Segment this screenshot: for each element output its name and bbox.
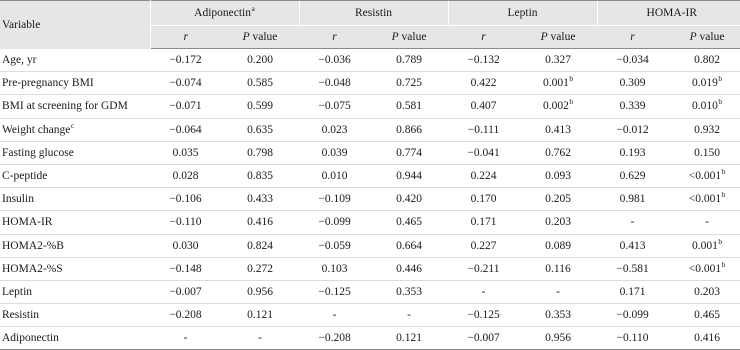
cell-value: 0.824: [247, 239, 273, 252]
cell-value: −0.041: [467, 146, 500, 159]
r-value-cell: [150, 49, 221, 72]
table-body: [0, 49, 740, 350]
cell-value: 0.581: [396, 100, 422, 113]
cell-value: 0.413: [619, 239, 646, 252]
value-word: value: [696, 31, 725, 43]
cell-value: 0.629: [619, 170, 646, 183]
r-value-cell: [299, 72, 370, 95]
group-header-resistin: [299, 1, 448, 26]
cell-value: −0.208: [169, 309, 202, 322]
r-value-cell: [150, 164, 221, 187]
sub-header-r: r: [597, 26, 668, 49]
cell-value: 0.001: [542, 77, 569, 90]
cell-value: −0.106: [169, 193, 202, 206]
cell-value: 0.272: [247, 262, 273, 275]
cell-value: 0.023: [321, 123, 348, 136]
cell-value: 0.170: [470, 193, 497, 206]
cell-value: 0.193: [619, 146, 646, 159]
p-value-cell: [370, 188, 448, 211]
table-row: [0, 188, 740, 211]
r-value-cell: [597, 72, 668, 95]
cell-value: −0.034: [616, 54, 649, 67]
cell-value: 0.635: [247, 123, 273, 136]
cell-value: 0.420: [396, 193, 422, 206]
variable-label: HOMA2-%S: [2, 262, 63, 275]
cell-value: 0.774: [396, 146, 422, 159]
variable-label: Fasting glucose: [2, 146, 74, 159]
r-value-cell: [448, 304, 519, 327]
cell-value: −0.208: [318, 332, 351, 345]
value-word: value: [547, 31, 576, 43]
r-value-cell: [299, 327, 370, 350]
sub-header-p-value: [519, 26, 597, 49]
p-value-cell: [370, 49, 448, 72]
cell-value: 0.353: [545, 309, 571, 322]
variable-label: Resistin: [2, 309, 40, 322]
variable-label: HOMA2-%B: [2, 239, 64, 252]
cell-value: 0.465: [694, 309, 720, 322]
table-row: [0, 72, 740, 95]
p-value-cell: [668, 257, 740, 280]
p-value-cell: [519, 164, 597, 187]
cell-value: -: [407, 309, 411, 322]
variable-cell: [0, 95, 150, 118]
r-value-cell: [597, 95, 668, 118]
r-value-cell: [597, 164, 668, 187]
footnote-marker: b: [718, 97, 723, 107]
p-value-cell: [370, 95, 448, 118]
cell-value: 0.171: [470, 216, 497, 229]
cell-value: 0.422: [470, 77, 497, 90]
variable-label: Age, yr: [2, 53, 37, 66]
r-value-cell: [448, 118, 519, 141]
r-value-cell: [150, 327, 221, 350]
group-header-homa-ir: [597, 1, 740, 26]
r-value-cell: [299, 95, 370, 118]
sub-header-p-value: [668, 26, 740, 49]
r-value-cell: [150, 257, 221, 280]
value-word: value: [249, 31, 278, 43]
footnote-marker: c: [70, 120, 75, 130]
cell-value: 0.413: [545, 123, 571, 136]
cell-value: 0.798: [247, 146, 273, 159]
cell-value: -: [705, 216, 709, 229]
p-value-cell: [668, 188, 740, 211]
footnote-marker: b: [721, 167, 726, 177]
p-value-cell: [221, 304, 299, 327]
sub-header-p-value: [370, 26, 448, 49]
cell-value: <0.001: [688, 170, 722, 183]
cell-value: −0.099: [616, 309, 649, 322]
cell-value: −0.007: [467, 332, 500, 345]
table-row: [0, 280, 740, 303]
p-value-cell: [221, 327, 299, 350]
r-value-cell: [299, 280, 370, 303]
cell-value: 0.465: [396, 216, 422, 229]
cell-value: 0.835: [247, 170, 273, 183]
table-row: [0, 118, 740, 141]
p-value-cell: [221, 164, 299, 187]
cell-value: −0.048: [318, 77, 351, 90]
variable-label: HOMA-IR: [2, 216, 53, 229]
r-value-cell: [299, 211, 370, 234]
r-value-cell: [150, 188, 221, 211]
cell-value: 0.956: [247, 285, 273, 298]
cell-value: −0.075: [318, 100, 351, 113]
cell-value: −0.581: [616, 262, 649, 275]
p-value-cell: [221, 234, 299, 257]
r-value-cell: [150, 280, 221, 303]
table-row: [0, 257, 740, 280]
variable-label: Adiponectin: [2, 332, 59, 345]
p-value-cell: [221, 72, 299, 95]
cell-value: 0.224: [470, 170, 497, 183]
p-value-cell: [668, 164, 740, 187]
cell-value: −0.111: [467, 123, 500, 136]
r-value-cell: [597, 118, 668, 141]
variable-label: Leptin: [2, 285, 33, 298]
group-header-leptin: [448, 1, 597, 26]
r-value-cell: [150, 304, 221, 327]
r-value-cell: [448, 72, 519, 95]
p-value-cell: [221, 280, 299, 303]
p-value-cell: [370, 234, 448, 257]
cell-value: 0.932: [694, 123, 720, 136]
cell-value: 0.039: [321, 146, 348, 159]
p-value-cell: [370, 257, 448, 280]
group-header-label: Adiponectin: [194, 7, 252, 19]
p-value-cell: [370, 141, 448, 164]
cell-value: 0.103: [321, 262, 348, 275]
footnote-marker: b: [718, 236, 723, 246]
cell-value: −0.172: [169, 54, 202, 67]
variable-label: C-peptide: [2, 170, 48, 183]
cell-value: 0.121: [396, 332, 422, 345]
cell-value: 0.309: [619, 77, 646, 90]
cell-value: −0.110: [616, 332, 649, 345]
p-value-cell: [519, 280, 597, 303]
r-value-cell: [448, 327, 519, 350]
p-value-cell: [370, 327, 448, 350]
cell-value: −0.099: [318, 216, 351, 229]
cell-value: 0.725: [396, 77, 422, 90]
p-value-cell: [221, 211, 299, 234]
footnote-marker: b: [569, 97, 574, 107]
p-value-cell: [519, 304, 597, 327]
p-value-cell: [221, 188, 299, 211]
cell-value: 0.339: [619, 100, 646, 113]
p-value-cell: [370, 72, 448, 95]
cell-value: -: [481, 285, 486, 298]
variable-cell: [0, 49, 150, 72]
r-value-cell: [150, 95, 221, 118]
table-row: [0, 49, 740, 72]
variable-label: Weight change: [2, 123, 71, 136]
p-value-cell: [668, 141, 740, 164]
p-value-cell: [668, 304, 740, 327]
r-value-cell: [448, 234, 519, 257]
r-value-cell: [597, 141, 668, 164]
p-value-cell: [668, 95, 740, 118]
sub-header-r: r: [299, 26, 370, 49]
sub-header-p-value: [221, 26, 299, 49]
variable-cell: [0, 280, 150, 303]
p-value-cell: [668, 234, 740, 257]
p-value-cell: [221, 118, 299, 141]
r-value-cell: [597, 304, 668, 327]
cell-value: 0.205: [545, 193, 571, 206]
cell-value: -: [630, 216, 635, 229]
cell-value: -: [332, 309, 337, 322]
cell-value: -: [556, 285, 560, 298]
cell-value: 0.001: [691, 239, 718, 252]
cell-value: 0.030: [172, 239, 199, 252]
cell-value: 0.093: [545, 170, 571, 183]
p-value-cell: [519, 211, 597, 234]
footnote-marker: a: [251, 4, 255, 13]
cell-value: -: [183, 332, 188, 345]
cell-value: 0.446: [396, 262, 422, 275]
p-value-cell: [519, 118, 597, 141]
variable-label: Insulin: [2, 193, 34, 206]
p-value-cell: [370, 164, 448, 187]
p-value-cell: [370, 304, 448, 327]
cell-value: 0.762: [545, 146, 571, 159]
cell-value: <0.001: [688, 193, 722, 206]
variable-cell: [0, 72, 150, 95]
cell-value: 0.089: [545, 239, 571, 252]
cell-value: −0.132: [467, 54, 500, 67]
r-value-cell: [150, 141, 221, 164]
cell-value: 0.416: [247, 216, 273, 229]
p-value-cell: [370, 211, 448, 234]
cell-value: 0.019: [691, 77, 718, 90]
cell-value: −0.012: [616, 123, 649, 136]
p-letter: P: [540, 31, 548, 43]
variable-cell: [0, 327, 150, 350]
p-value-cell: [668, 118, 740, 141]
r-value-cell: [597, 257, 668, 280]
cell-value: −0.211: [467, 262, 500, 275]
variable-cell: [0, 188, 150, 211]
r-value-cell: [597, 211, 668, 234]
cell-value: 0.664: [396, 239, 422, 252]
r-value-cell: [448, 49, 519, 72]
table-header: [0, 1, 740, 49]
variable-cell: [0, 304, 150, 327]
cell-value: −0.125: [318, 285, 351, 298]
r-value-cell: [448, 257, 519, 280]
table-row: [0, 141, 740, 164]
cell-value: −0.109: [318, 193, 351, 206]
table-row: [0, 327, 740, 350]
r-value-cell: [299, 234, 370, 257]
table-row: [0, 304, 740, 327]
r-value-cell: [150, 234, 221, 257]
r-value-cell: [150, 72, 221, 95]
value-word: value: [398, 31, 427, 43]
cell-value: 0.121: [247, 309, 273, 322]
p-value-cell: [519, 188, 597, 211]
r-value-cell: [448, 95, 519, 118]
r-value-cell: [597, 280, 668, 303]
cell-value: 0.203: [545, 216, 571, 229]
cell-value: 0.433: [247, 193, 273, 206]
sub-header-r: r: [448, 26, 519, 49]
cell-value: −0.007: [169, 285, 202, 298]
r-value-cell: [299, 188, 370, 211]
p-value-cell: [221, 257, 299, 280]
cell-value: <0.001: [688, 262, 722, 275]
variable-column-header: Variable: [0, 1, 150, 49]
p-value-cell: [221, 141, 299, 164]
cell-value: −0.148: [169, 262, 202, 275]
table-row: [0, 164, 740, 187]
group-header-adiponectin: [150, 1, 299, 26]
r-value-cell: [448, 211, 519, 234]
r-value-cell: [299, 118, 370, 141]
variable-cell: [0, 211, 150, 234]
footnote-marker: b: [721, 190, 726, 200]
cell-value: −0.059: [318, 239, 351, 252]
cell-value: 0.035: [172, 146, 199, 159]
p-value-cell: [519, 72, 597, 95]
p-letter: P: [242, 31, 250, 43]
cell-value: 0.599: [247, 100, 273, 113]
p-value-cell: [668, 211, 740, 234]
cell-value: 0.585: [247, 77, 273, 90]
p-value-cell: [519, 49, 597, 72]
cell-value: 0.353: [396, 285, 422, 298]
p-value-cell: [221, 95, 299, 118]
cell-value: −0.125: [467, 309, 500, 322]
p-letter: P: [689, 31, 697, 43]
p-value-cell: [668, 280, 740, 303]
r-value-cell: [448, 188, 519, 211]
cell-value: 0.002: [542, 100, 569, 113]
p-value-cell: [519, 257, 597, 280]
table-row: [0, 234, 740, 257]
cell-value: −0.036: [318, 54, 351, 67]
footnote-marker: b: [569, 74, 574, 84]
table-row: [0, 95, 740, 118]
cell-value: 0.116: [545, 262, 571, 275]
cell-value: 0.200: [247, 54, 273, 67]
variable-cell: [0, 234, 150, 257]
r-value-cell: [448, 280, 519, 303]
cell-value: 0.866: [396, 123, 422, 136]
r-value-cell: [150, 118, 221, 141]
cell-value: -: [258, 332, 262, 345]
r-value-cell: [448, 164, 519, 187]
p-value-cell: [519, 95, 597, 118]
cell-value: 0.227: [470, 239, 497, 252]
r-value-cell: [448, 141, 519, 164]
footnote-marker: b: [721, 259, 726, 269]
p-value-cell: [370, 118, 448, 141]
cell-value: 0.010: [321, 170, 348, 183]
group-header-label: Resistin: [354, 7, 393, 19]
cell-value: 0.171: [619, 285, 646, 298]
r-value-cell: [299, 141, 370, 164]
cell-value: 0.327: [545, 54, 571, 67]
r-value-cell: [299, 257, 370, 280]
cell-value: 0.028: [172, 170, 199, 183]
footnote-marker: b: [718, 74, 723, 84]
cell-value: 0.956: [545, 332, 571, 345]
cell-value: −0.071: [169, 100, 202, 113]
group-header-label: Leptin: [507, 7, 538, 19]
cell-value: 0.416: [694, 332, 720, 345]
cell-value: 0.203: [694, 285, 720, 298]
p-letter: P: [391, 31, 399, 43]
r-value-cell: [150, 211, 221, 234]
cell-value: 0.010: [691, 100, 718, 113]
variable-cell: [0, 164, 150, 187]
cell-value: 0.944: [396, 170, 422, 183]
p-value-cell: [668, 49, 740, 72]
p-value-cell: [668, 72, 740, 95]
cell-value: −0.064: [169, 123, 202, 136]
p-value-cell: [519, 234, 597, 257]
variable-label: Pre-pregnancy BMI: [2, 77, 94, 90]
group-header-label: HOMA-IR: [646, 7, 698, 19]
variable-cell: [0, 257, 150, 280]
p-value-cell: [370, 280, 448, 303]
r-value-cell: [299, 304, 370, 327]
p-value-cell: [519, 141, 597, 164]
table-row: [0, 211, 740, 234]
r-value-cell: [597, 188, 668, 211]
p-value-cell: [668, 327, 740, 350]
r-value-cell: [597, 327, 668, 350]
cell-value: −0.074: [169, 77, 202, 90]
sub-header-r: r: [150, 26, 221, 49]
cell-value: 0.789: [396, 54, 422, 67]
r-value-cell: [597, 234, 668, 257]
variable-cell: [0, 118, 150, 141]
p-value-cell: [221, 49, 299, 72]
r-value-cell: [299, 164, 370, 187]
cell-value: 0.802: [694, 54, 720, 67]
cell-value: −0.110: [169, 216, 202, 229]
cell-value: 0.150: [694, 146, 720, 159]
r-value-cell: [597, 49, 668, 72]
p-value-cell: [519, 327, 597, 350]
variable-cell: [0, 141, 150, 164]
cell-value: 0.981: [619, 193, 646, 206]
variable-label: BMI at screening for GDM: [2, 100, 128, 113]
r-value-cell: [299, 49, 370, 72]
cell-value: 0.407: [470, 100, 497, 113]
